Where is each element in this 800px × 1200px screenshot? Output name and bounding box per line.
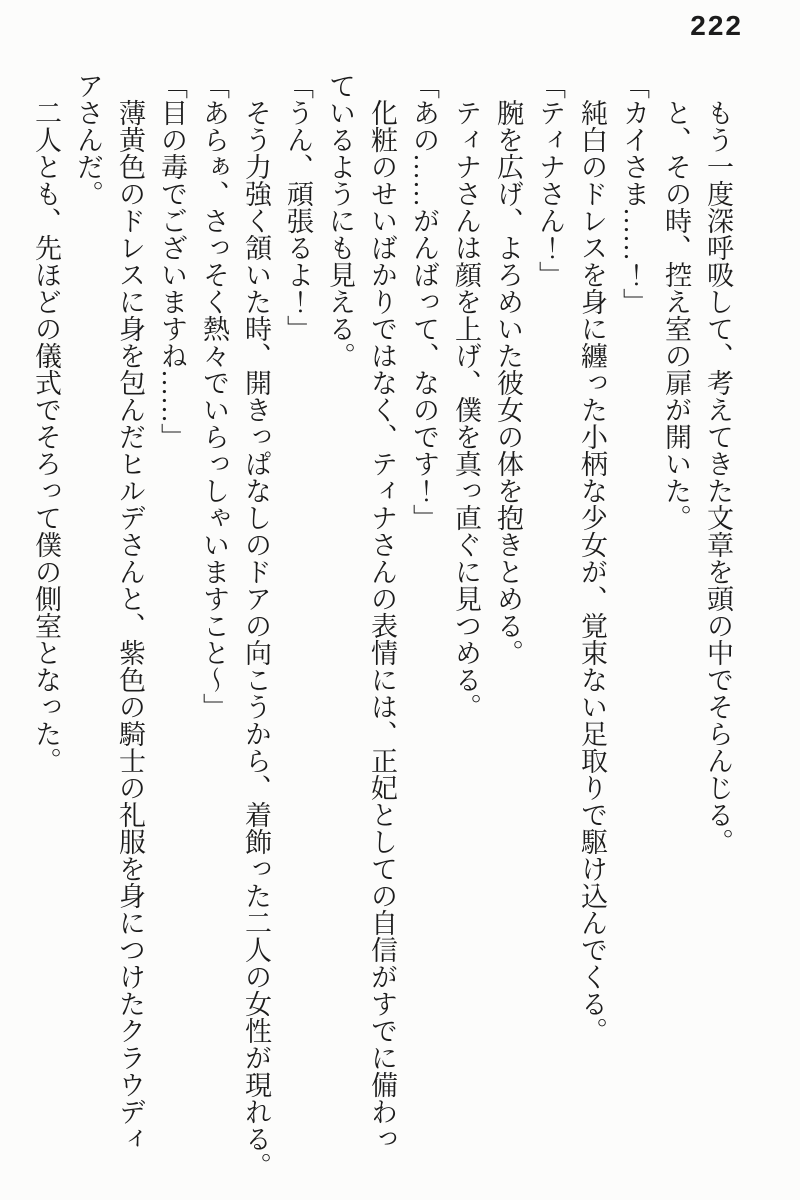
text-line: 薄黄色のドレスに身を包んだヒルデさんと、紫色の騎士の礼服を身につけたクラウディ bbox=[115, 72, 145, 1152]
page-number: 222 bbox=[690, 10, 743, 41]
text-line: そう力強く頷いた時、開きっぱなしのドアの向こうから、着飾った二人の女性が現れる。 bbox=[241, 72, 271, 1179]
text-line: ているようにも見える。 bbox=[325, 72, 355, 369]
text-line: ティナさんは顔を上げ、僕を真っ直ぐに見つめる。 bbox=[451, 72, 481, 720]
text-line: 「ティナさん！」 bbox=[535, 72, 565, 288]
text-line: もう一度深呼吸して、考えてきた文章を頭の中でそらんじる。 bbox=[703, 72, 733, 855]
text-line: 「カイさま……！」 bbox=[619, 72, 649, 315]
text-line: 二人とも、先ほどの儀式でそろって僕の側室となった。 bbox=[31, 72, 61, 774]
text-block bbox=[25, 72, 739, 1198]
text-line: と、その時、控え室の扉が開いた。 bbox=[661, 72, 691, 531]
text-line: 腕を広げ、よろめいた彼女の体を抱きとめる。 bbox=[493, 72, 523, 666]
text-line: 「あの……がんばって、なのです！」 bbox=[409, 72, 439, 531]
text-line: 「目の毒でございますね……」 bbox=[157, 72, 187, 450]
text-line: 純白のドレスを身に纏った小柄な少女が、覚束ない足取りで駆け込んでくる。 bbox=[577, 72, 607, 1044]
text-line: アさんだ。 bbox=[73, 72, 103, 207]
text-line: 化粧のせいばかりではなく、ティナさんの表情には、正妃としての自信がすでに備わっ bbox=[367, 72, 397, 1152]
text-line: 「うん、頑張るよ！」 bbox=[283, 72, 313, 342]
text-line: 「あらぁ、さっそく熱々でいらっしゃいますこと〜」 bbox=[199, 72, 229, 720]
